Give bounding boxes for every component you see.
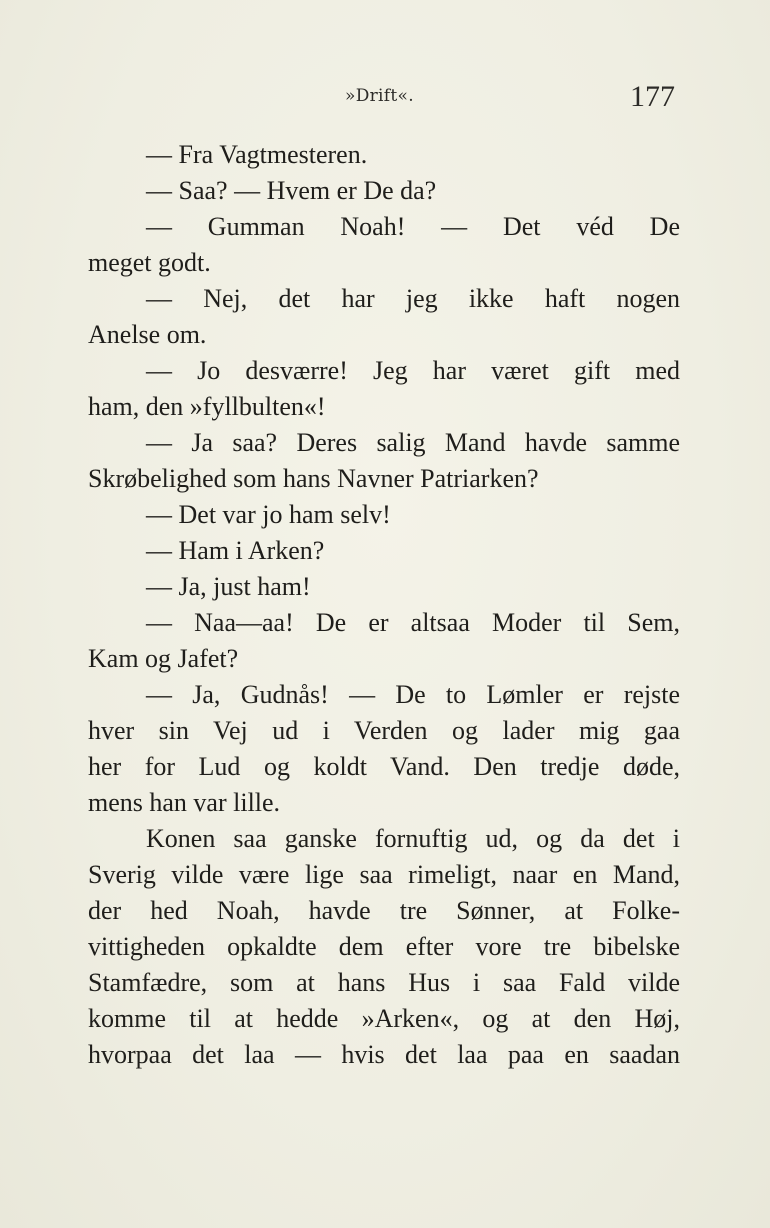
text-line: mens han var lille. [88, 788, 281, 817]
text-line: — Ja, Gudnås! — De to Lømler er rejste [146, 680, 680, 709]
text-line: — Ham i Arken? [146, 536, 325, 565]
text-line: — Jo desværre! Jeg har været gift med [146, 356, 680, 385]
text-line: Konen saa ganske fornuftig ud, og da det i [146, 824, 680, 853]
text-line: — Naa—aa! De er altsaa Moder til Sem, [146, 608, 680, 637]
text-line: vittigheden opkaldte dem efter vore tre bibelske [88, 932, 680, 961]
running-head [0, 80, 770, 120]
text-line: — Ja saa? Deres salig Mand havde samme [146, 428, 680, 457]
text-line: hver sin Vej ud i Verden og lader mig gaa [88, 716, 680, 745]
text-line: meget godt. [88, 248, 211, 277]
text-line: hvorpaa det laa — hvis det laa paa en saadan [88, 1040, 680, 1069]
text-line: Stamfædre, som at hans Hus i saa Fald vilde [88, 968, 680, 997]
text-line: Kam og Jafet? [88, 644, 239, 673]
text-line: — Fra Vagtmesteren. [146, 140, 368, 169]
text-line: — Gumman Noah! — Det véd De [146, 212, 680, 241]
text-line: Skrøbelighed som hans Navner Patriarken? [88, 464, 539, 493]
text-line: ham, den »fyllbulten«! [88, 392, 326, 421]
text-line: der hed Noah, havde tre Sønner, at Folke- [88, 896, 680, 925]
body-text [88, 137, 680, 1073]
page-number: 177 [630, 80, 675, 113]
running-title: »Drift«. [345, 86, 414, 106]
text-line: Anelse om. [88, 320, 207, 349]
text-line: Sverig vilde være lige saa rimeligt, naar en Mand, [88, 860, 680, 889]
text-line: — Saa? — Hvem er De da? [146, 176, 437, 205]
text-line: her for Lud og koldt Vand. Den tredje døde, [88, 752, 680, 781]
text-line: — Ja, just ham! [146, 572, 311, 601]
text-line: — Nej, det har jeg ikke haft nogen [146, 284, 680, 313]
text-line: — Det var jo ham selv! [146, 500, 391, 529]
text-line: komme til at hedde »Arken«, og at den Høj, [88, 1004, 680, 1033]
